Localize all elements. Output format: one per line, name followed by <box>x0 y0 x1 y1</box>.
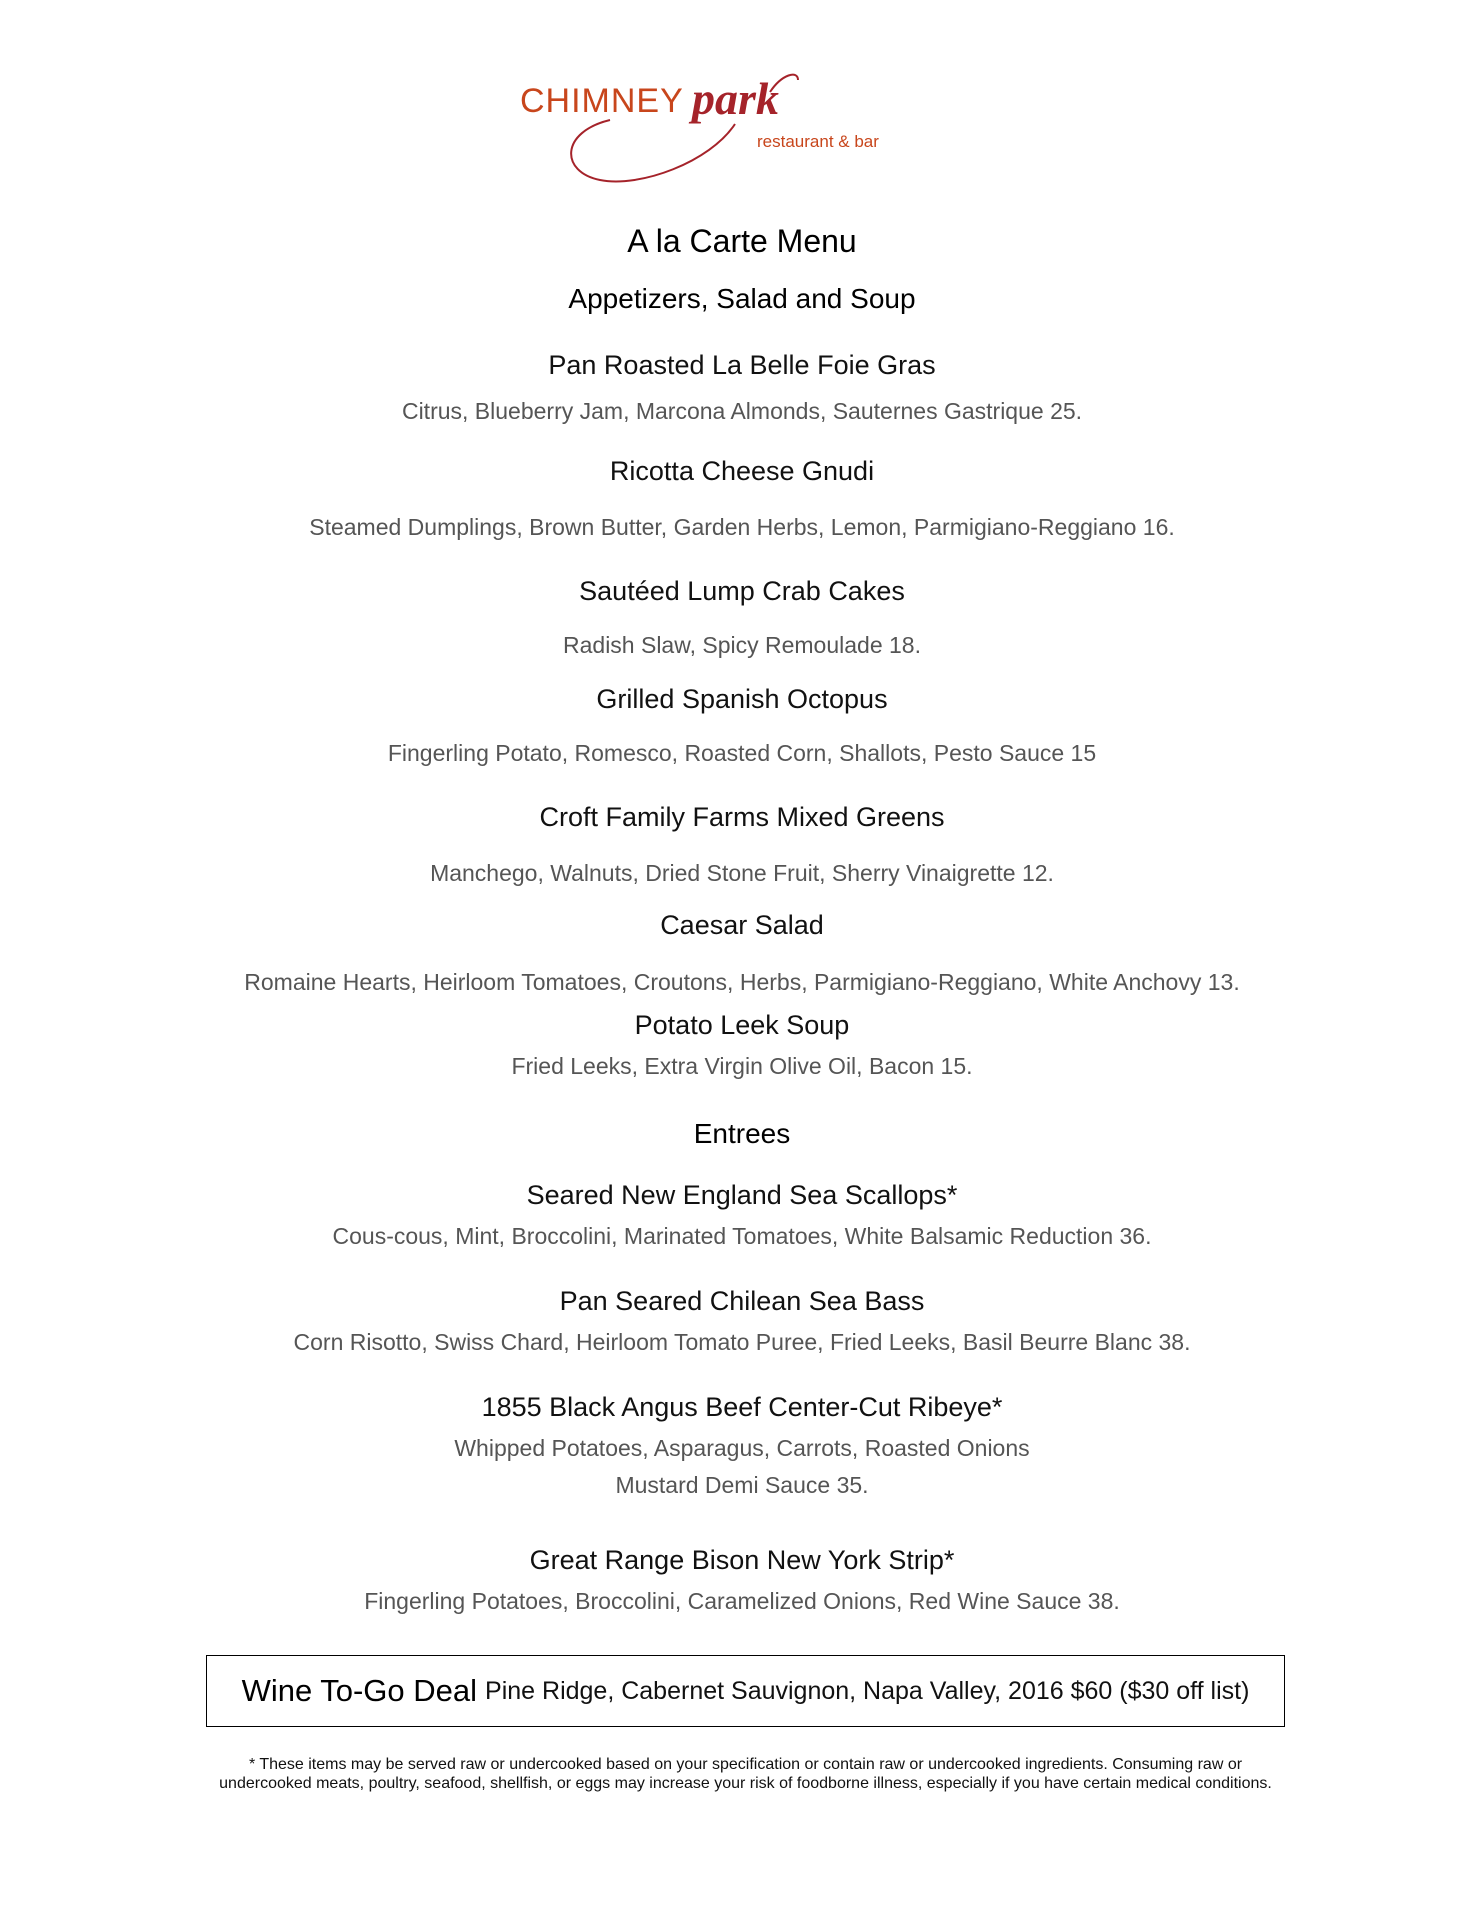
menu-item-description: Citrus, Blueberry Jam, Marcona Almonds, Sauternes Gastrique 25. <box>401 398 1083 424</box>
restaurant-logo <box>520 62 940 192</box>
section-title-entrees: Entrees <box>693 1118 791 1149</box>
menu-item-name: Grilled Spanish Octopus <box>596 684 888 714</box>
menu-item-name: 1855 Black Angus Beef Center-Cut Ribeye* <box>481 1392 1003 1422</box>
wine-deal-label: Wine To-Go Deal <box>241 1673 478 1708</box>
logo-tagline: restaurant & bar <box>757 132 879 151</box>
menu-title: A la Carte Menu <box>627 223 857 259</box>
menu-item-description-line2: Mustard Demi Sauce 35. <box>615 1472 869 1498</box>
wine-deal-detail: Pine Ridge, Cabernet Sauvignon, Napa Valley, 2016 $60 ($30 off list) <box>485 1676 1250 1705</box>
menu-item-name: Pan Seared Chilean Sea Bass <box>559 1286 925 1316</box>
menu-item-description: Cous-cous, Mint, Broccolini, Marinated Tomatoes, White Balsamic Reduction 36. <box>332 1223 1152 1249</box>
logo-word-chimney: CHIMNEY <box>520 82 684 120</box>
food-safety-disclaimer: * These items may be served raw or undercooked based on your specification or contain raw or undercooked ingredients. Consuming raw or undercooked meats, poultry, seafood, shellfish, or eggs may increase your risk of foodborne illness, especially if you have certain medical conditions. <box>219 1756 1272 1792</box>
menu-item-name: Ricotta Cheese Gnudi <box>609 456 875 486</box>
menu-item-description: Corn Risotto, Swiss Chard, Heirloom Tomato Puree, Fried Leeks, Basil Beurre Blanc 38. <box>293 1329 1191 1355</box>
menu-item-description: Steamed Dumplings, Brown Butter, Garden Herbs, Lemon, Parmigiano-Reggiano 16. <box>309 514 1175 540</box>
menu-item-name: Great Range Bison New York Strip* <box>529 1545 955 1575</box>
menu-item-name: Potato Leek Soup <box>634 1010 850 1040</box>
menu-item-description: Whipped Potatoes, Asparagus, Carrots, Roasted Onions <box>454 1435 1030 1461</box>
menu-item-description: Radish Slaw, Spicy Remoulade 18. <box>563 632 921 658</box>
menu-item-description: Fingerling Potatoes, Broccolini, Caramelized Onions, Red Wine Sauce 38. <box>364 1588 1120 1614</box>
menu-item-name: Croft Family Farms Mixed Greens <box>539 802 945 832</box>
section-title-appetizers: Appetizers, Salad and Soup <box>568 283 916 314</box>
menu-item-description: Manchego, Walnuts, Dried Stone Fruit, Sherry Vinaigrette 12. <box>430 860 1054 886</box>
menu-item-name: Pan Roasted La Belle Foie Gras <box>548 350 936 380</box>
logo-swoosh <box>571 120 735 181</box>
logo-word-park: park <box>692 73 779 124</box>
logo-graphic <box>520 62 940 192</box>
menu-item-name: Seared New England Sea Scallops* <box>526 1180 958 1210</box>
menu-item-description: Fingerling Potato, Romesco, Roasted Corn, Shallots, Pesto Sauce 15 <box>387 740 1097 766</box>
menu-item-name: Caesar Salad <box>660 910 824 940</box>
wine-deal-box <box>206 1655 1285 1727</box>
menu-item-description: Romaine Hearts, Heirloom Tomatoes, Croutons, Herbs, Parmigiano-Reggiano, White Anchovy 13. <box>244 969 1240 995</box>
menu-item-name: Sautéed Lump Crab Cakes <box>579 576 905 606</box>
menu-item-description: Fried Leeks, Extra Virgin Olive Oil, Bacon 15. <box>511 1053 973 1079</box>
